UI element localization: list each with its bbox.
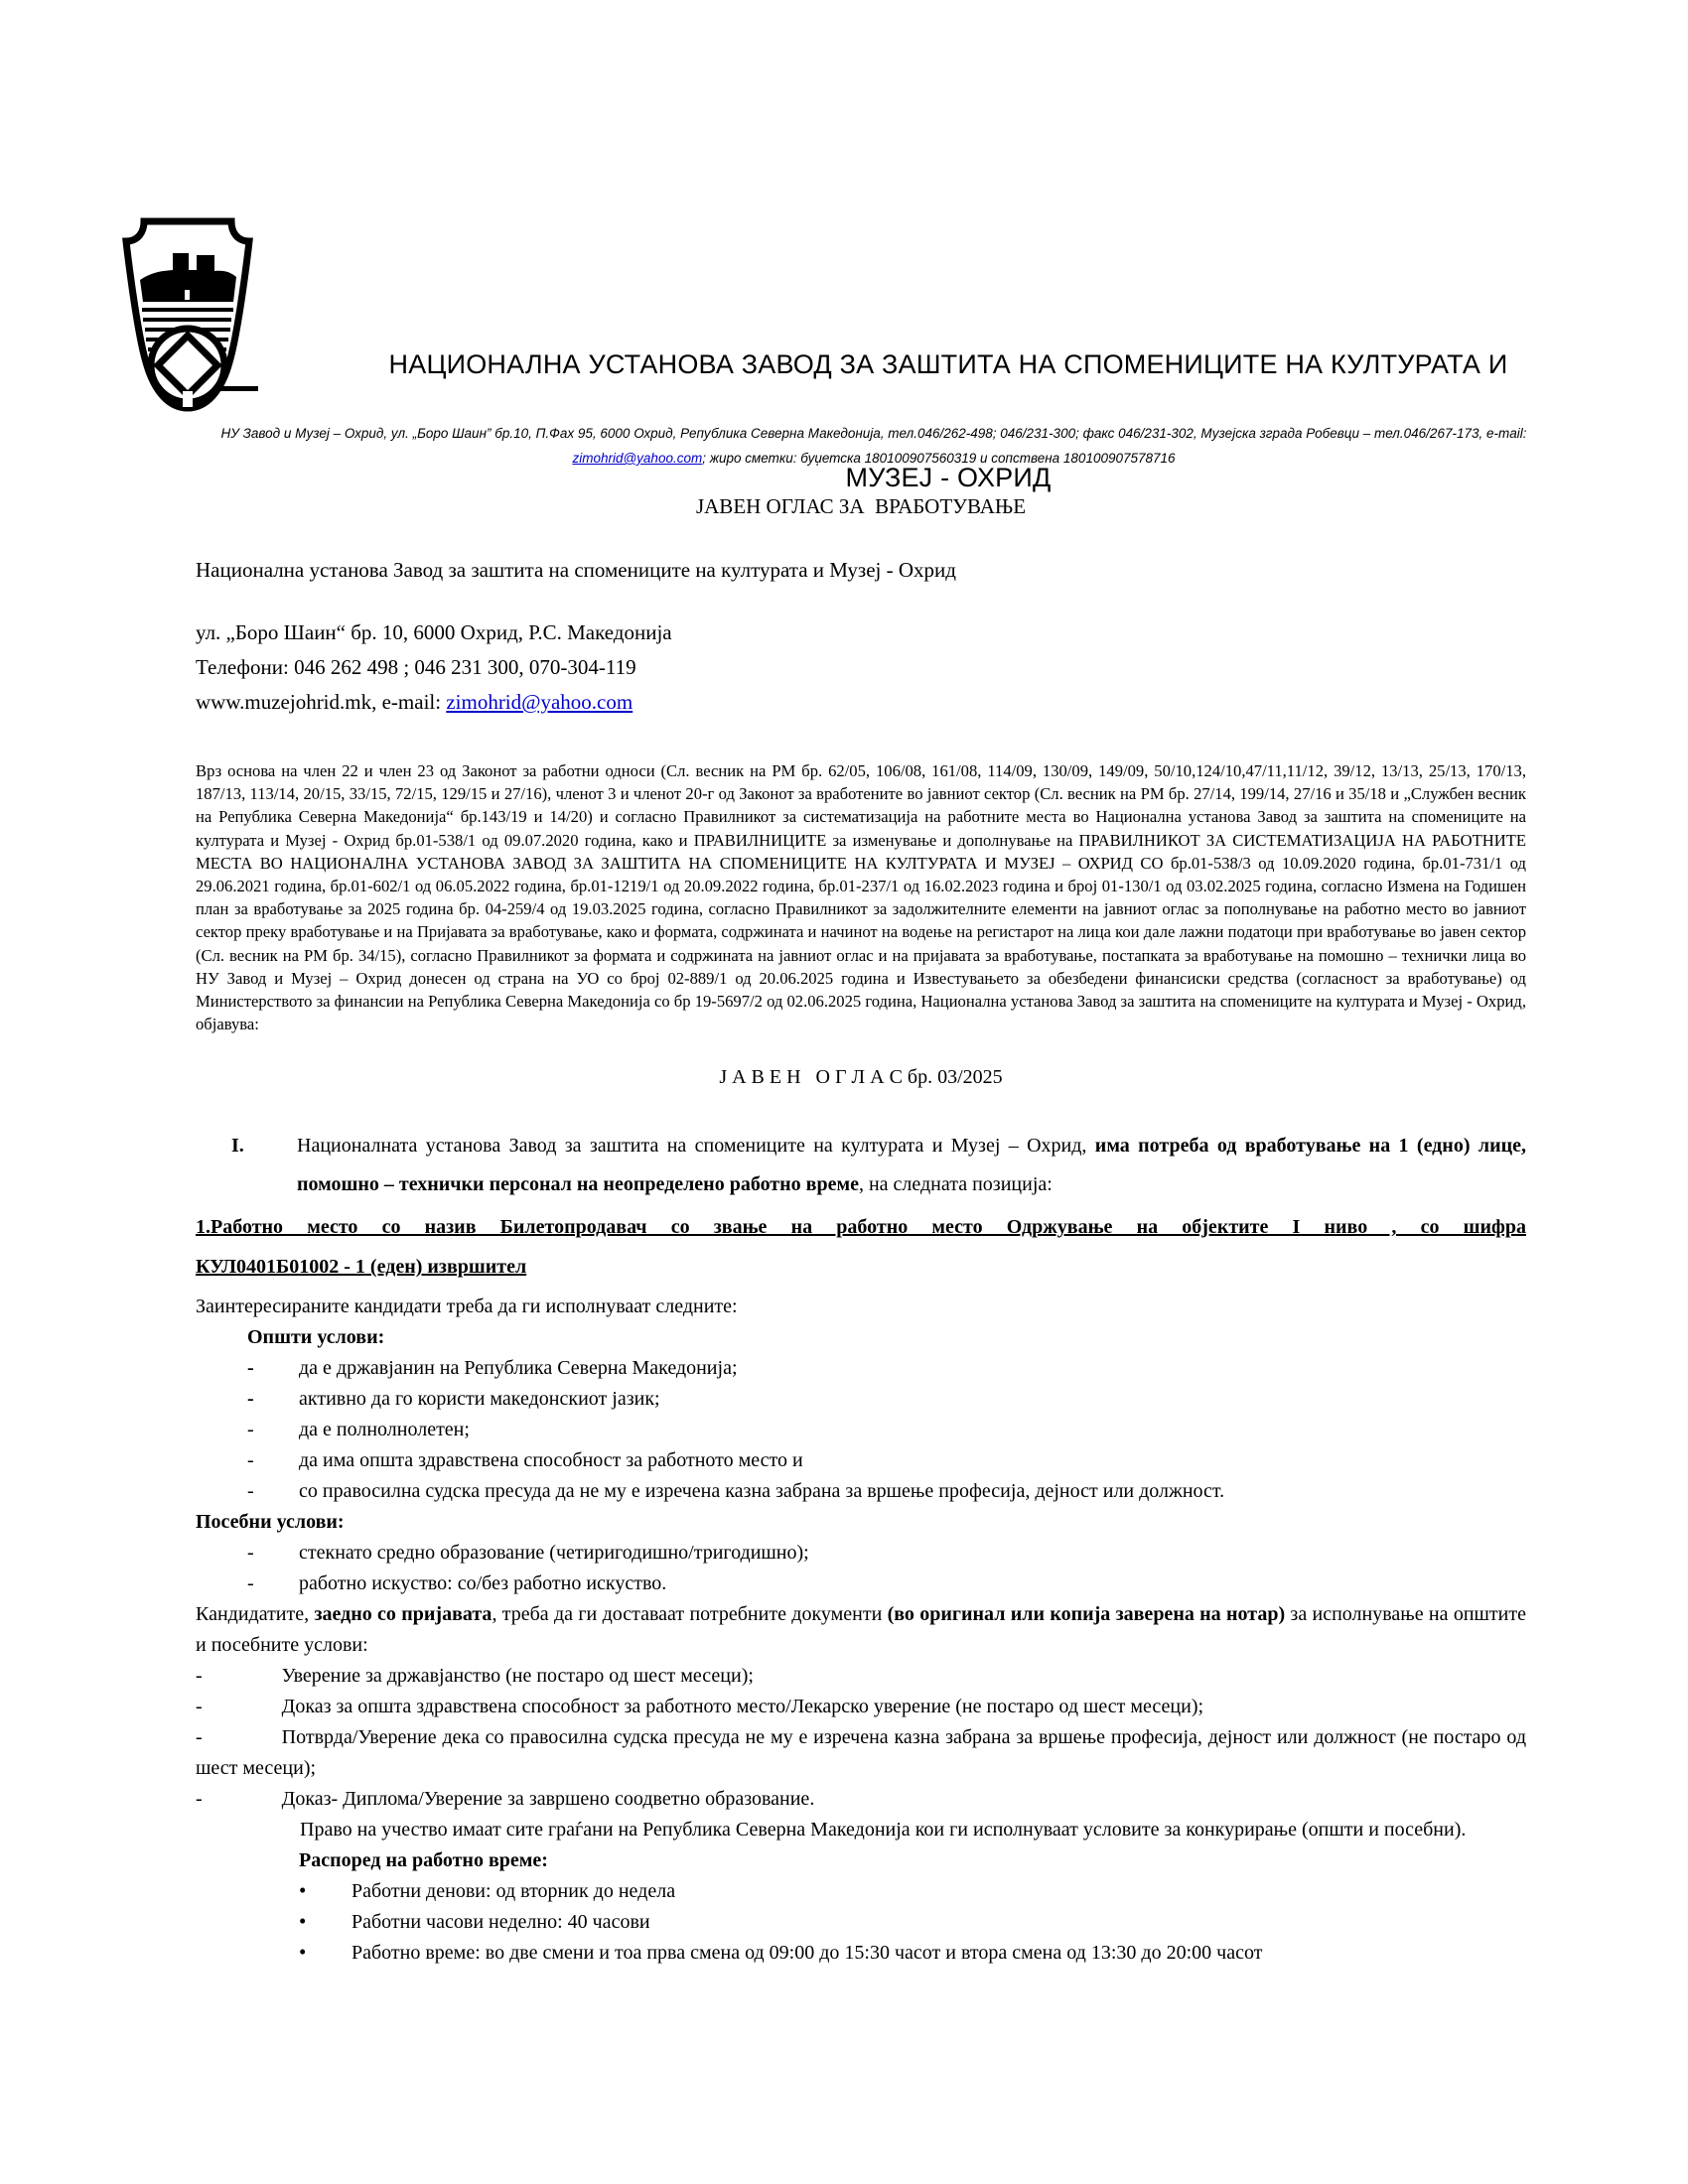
dash-marker: -	[247, 1572, 254, 1595]
list-item	[196, 1384, 1526, 1415]
list-item-text: да е државјанин на Република Северна Македонија;	[299, 1357, 738, 1380]
address-block	[196, 615, 1526, 720]
address-line: ул. „Боро Шаин“ бр. 10, 6000 Охрид, Р.С. Македонија	[196, 620, 672, 644]
legal-basis-paragraph: Врз основа на член 22 и член 23 од Законот за работни односи (Сл. весник на РМ бр. 62/05, 106/08, 161/08, 114/09, 130/09, 149/09, 50/10,124/10,47/11,11/12, 39/12, 13/13, 25/13, 170/13, 187/13, 113/14, 20/15, 33/15, 72/15, 129/15 и 27/16), членот 3 и членот 20-г од Законот за вработените во јавниот сектор (Сл. весник на РМ бр. 27/14, 199/14, 27/16 и 35/18 и „Службен весник на Република Северна Македонија“ бр.143/19 и 14/20) и согласно Правилникот за систематизација на работните места во Национална установа Завод за заштита на спомениците на културата и Музеј - Охрид бр.01-538/1 од 09.07.2020 година, како и ПРАВИЛНИЦИТЕ за изменување и дополнување на ПРАВИЛНИКОТ ЗА СИСТЕМАТИЗАЦИЈА НА РАБОТНИТЕ МЕСТА ВО НАЦИОНАЛНА УСТАНОВА ЗАВОД ЗА ЗАШТИТА НА СПОМЕНИЦИТЕ НА КУЛТУРАТА И МУЗЕЈ – ОХРИД СО бр.01-538/3 од 10.09.2020 година, бр.01-731/1 од 29.06.2021 година, бр.01-602/1 од 06.05.2022 година, бр.01-1219/1 од 20.09.2022 година, бр.01-237/1 од 16.02.2023 година и број 01-130/1 од 03.02.2025 година, согласно Измена на Годишен план за вработување за 2025 година бр. 04-259/4 од 19.03.2025 година, согласно Правилникот за задолжителните елементи на јавниот оглас за пополнување на работно место во јавниот сектор преку вработување и на Пријавата за вработување, како и формата, содржината и начинот на водење на регистарот на лица кои дале лажни податоци при вработување во јавен сектор (Сл. весник на РМ бр. 34/15), согласно Правилникот за формата и содржината на јавниот оглас и на пријавата за вработување, постапката за вработување на помошно – технички лица во НУ Завод и Музеј – Охрид донесен од страна на УО со број 02-889/1 од 20.06.2025 година и Известувањето за обезбедени финансиски средства (согласност за вработување) од Министерството за финансии на Република Северна Македонија со бр 19-5697/2 од 02.06.2025 година, Национална установа Завод за заштита на спомениците на културата и Музеј - Охрид, објавува:	[196, 761, 1526, 1034]
list-item	[196, 1415, 1526, 1445]
schedule-heading: Распоред на работно време:	[299, 1849, 548, 1872]
document-list-item	[196, 1692, 1526, 1722]
dash-marker: -	[247, 1542, 254, 1565]
schedule-item	[196, 1907, 1526, 1938]
candidates-paragraph	[196, 1599, 1526, 1661]
list-item	[196, 1476, 1526, 1507]
section-1-text: Националната установа Завод за заштита на спомениците на културата и Музеј – Охрид,	[297, 1135, 1095, 1158]
web-line	[196, 685, 1526, 720]
dash-marker: -	[196, 1665, 203, 1688]
list-item	[196, 1569, 1526, 1599]
list-item	[196, 1445, 1526, 1476]
oglas-heading	[196, 1063, 1526, 1091]
document-list-item	[196, 1661, 1526, 1692]
web-email-link[interactable]: zimohrid@yahoo.com	[446, 690, 633, 714]
dash-marker: -	[247, 1480, 254, 1503]
contact-text: НУ Завод и Музеј – Охрид, ул. „Боро Шаин” бр.10, П.Фах 95, 6000 Охрид, Република Северна Македонија, тел.046/262-498; 046/231-300; факс 046/231-302, Музејска зграда Робевци – тел.046/267-173, e-mail:	[220, 426, 1531, 441]
section-1-paragraph	[231, 1127, 1526, 1204]
bullet-marker: •	[299, 1940, 307, 1965]
schedule-item	[196, 1876, 1526, 1907]
list-item-text: да има општа здравствена способност за работното место и	[299, 1449, 803, 1472]
bullet-marker: •	[299, 1878, 307, 1903]
document-list-text: Доказ- Диплома/Уверение за завршено соодветно образование.	[281, 1788, 815, 1811]
special-conditions-heading: Посебни услови:	[196, 1511, 345, 1534]
eligibility-paragraph: Право на учество имаат сите граѓани на Република Северна Македонија кои ги исполнуваат условите за конкурирање (општи и посебни).	[300, 1819, 1467, 1842]
contact-strip	[189, 421, 1559, 471]
candidates-bold: заедно со пријавата	[314, 1603, 492, 1626]
dash-marker: -	[196, 1788, 203, 1811]
schedule-item-text: Работно време: во две смени и тоа прва смена од 09:00 до 15:30 часот и втора смена од 13:30 до 20:00 часот	[352, 1942, 1263, 1965]
bullet-marker: •	[299, 1909, 307, 1934]
list-item-text: со правосилна судска пресуда да не му е изречена казна забрана за вршење професија, дејност или должност.	[299, 1480, 1225, 1503]
list-item	[196, 1538, 1526, 1569]
schedule-item-text: Работни денови: од вторник до недела	[352, 1880, 676, 1903]
candidates-text: , треба да ги доставаат потребните документи	[492, 1603, 888, 1626]
document-body	[196, 492, 1526, 1969]
document-list-item	[196, 1784, 1526, 1815]
contact-email-link[interactable]: zimohrid@yahoo.com	[572, 451, 703, 466]
candidates-text: за исполнување на општите и посебните услови:	[196, 1603, 1526, 1657]
job-position-heading	[196, 1207, 1526, 1287]
contact-text-suffix: ; жиро сметки: буџетска 180100907560319 и сопствена 180100907578716	[702, 451, 1176, 466]
document-list-text: Потврда/Уверение дека со правосилна судска пресуда не му е изречена казна забрана за вршење професија, дејност или должност (не постаро од шест месеци);	[196, 1726, 1526, 1780]
list-item-text: активно да го користи македонскиот јазик;	[299, 1388, 660, 1411]
dash-marker: -	[247, 1388, 254, 1411]
section-1-number: I.	[231, 1135, 244, 1158]
dash-marker: -	[247, 1449, 254, 1472]
job-position-line1: 1.Работно место со назив Билетопродавач со звање на работно место Одржување на објектите I ниво , со шифра	[196, 1216, 1526, 1239]
oglas-title: Ј А В Е Н О Г Л А С	[719, 1066, 908, 1089]
org-line: Национална установа Завод за заштита на спомениците на културата и Музеј - Охрид	[196, 558, 956, 582]
schedule-item-text: Работни часови неделно: 40 часови	[352, 1911, 650, 1934]
dash-marker: -	[247, 1419, 254, 1441]
general-conditions-heading: Општи услови:	[247, 1326, 385, 1349]
org-title-line2: МУЗЕЈ - ОХРИД	[845, 463, 1052, 492]
intro-line: Заинтересираните кандидати треба да ги исполнуваат следните:	[196, 1296, 738, 1318]
list-item-text: работно искуство: со/без работно искуство.	[299, 1572, 667, 1595]
schedule-item	[196, 1938, 1526, 1969]
section-1-tail: , на следната позиција:	[858, 1173, 1053, 1196]
phones-line: Телефони: 046 262 498 ; 046 231 300, 070-304-119	[196, 655, 636, 679]
candidates-bold: (во оригинал или копија заверена на нотар)	[887, 1603, 1286, 1626]
web-prefix: www.muzejohrid.mk, e-mail:	[196, 690, 447, 714]
job-position-line2: КУЛ0401Б01002 - 1 (еден) извршител	[196, 1256, 527, 1279]
oglas-number: бр. 03/2025	[907, 1066, 1003, 1089]
list-item-text: стекнато средно образование (четиригодишно/тригодишно);	[299, 1542, 809, 1565]
list-item	[196, 1353, 1526, 1384]
document-list-item	[196, 1722, 1526, 1784]
dash-marker: -	[196, 1726, 203, 1749]
document-list-text: Доказ за општа здравствена способност за работното место/Лекарско уверение (не постаро од шест месеци);	[281, 1696, 1204, 1718]
document-heading: ЈАВЕН ОГЛАС ЗА ВРАБОТУВАЊЕ	[695, 494, 1027, 518]
ohrid-coat-of-arms-icon	[117, 208, 258, 415]
candidates-text: Кандидатите,	[196, 1603, 315, 1626]
org-title-line1: НАЦИОНАЛНА УСТАНОВА ЗАВОД ЗА ЗАШТИТА НА СПОМЕНИЦИТЕ НА КУЛТУРАТА И	[388, 349, 1508, 379]
dash-marker: -	[247, 1357, 254, 1380]
document-list-text: Уверение за државјанство (не постаро од шест месеци);	[281, 1665, 754, 1688]
dash-marker: -	[196, 1696, 203, 1718]
list-item-text: да е полнолнолетен;	[299, 1419, 470, 1441]
section-1-bold: има потреба од вработување на 1 (едно) лице, помошно – технички персонал на неопределено работно време	[297, 1135, 1526, 1196]
